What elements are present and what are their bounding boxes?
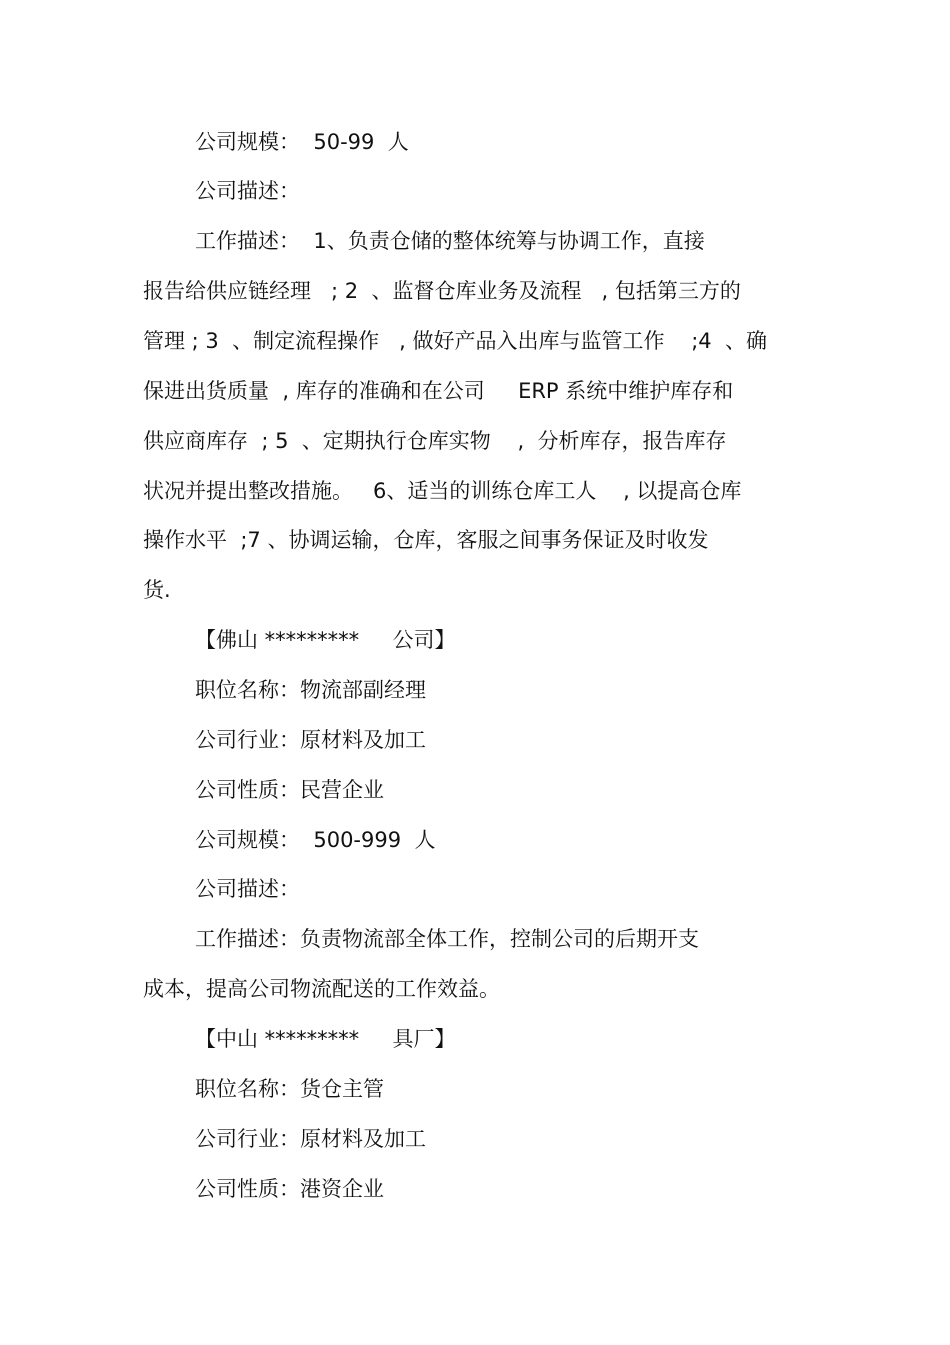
company-type-line: 公司性质：港资企业 [195, 1177, 384, 1201]
job-description-continued: 货. [143, 578, 171, 602]
job-description-line: 工作描述：负责物流部全体工作，控制公司的后期开支 [195, 927, 699, 951]
job-title-line: 职位名称：货仓主管 [195, 1077, 384, 1101]
job-description-continued: 操作水平 ;7 、协调运输，仓库，客服之间事务保证及时收发 [143, 528, 709, 552]
company-size-line: 公司规模： 50-99 人 [195, 130, 409, 154]
company-description-line: 公司描述： [195, 179, 300, 203]
company-industry-line: 公司行业：原材料及加工 [195, 1127, 426, 1151]
job-description-continued: 管理 ; 3 、制定流程操作 , 做好产品入出库与监管工作 ;4 、确 [143, 329, 767, 353]
job-description-continued: 报告给供应链经理 ; 2 、监督仓库业务及流程 , 包括第三方的 [143, 279, 741, 303]
job-title-line: 职位名称：物流部副经理 [195, 678, 426, 702]
company-industry-line: 公司行业：原材料及加工 [195, 728, 426, 752]
job-description-continued: 保进出货质量 , 库存的准确和在公司 ERP 系统中维护库存和 [143, 379, 734, 403]
job-description-continued: 供应商库存 ; 5 、定期执行仓库实物 , 分析库存，报告库存 [143, 429, 727, 453]
company-type-line: 公司性质：民营企业 [195, 778, 384, 802]
job-description-continued: 成本，提高公司物流配送的工作效益。 [143, 977, 500, 1001]
company-description-line: 公司描述： [195, 877, 300, 901]
company-size-line: 公司规模： 500-999 人 [195, 828, 436, 852]
company-header: 【佛山 ********* 公司】 [195, 628, 456, 652]
company-header: 【中山 ********* 具厂】 [195, 1027, 456, 1051]
job-description-line: 工作描述： 1、负责仓储的整体统筹与协调工作，直接 [195, 229, 705, 253]
job-description-continued: 状况并提出整改措施。 6、适当的训练仓库工人 , 以提高仓库 [143, 479, 742, 503]
